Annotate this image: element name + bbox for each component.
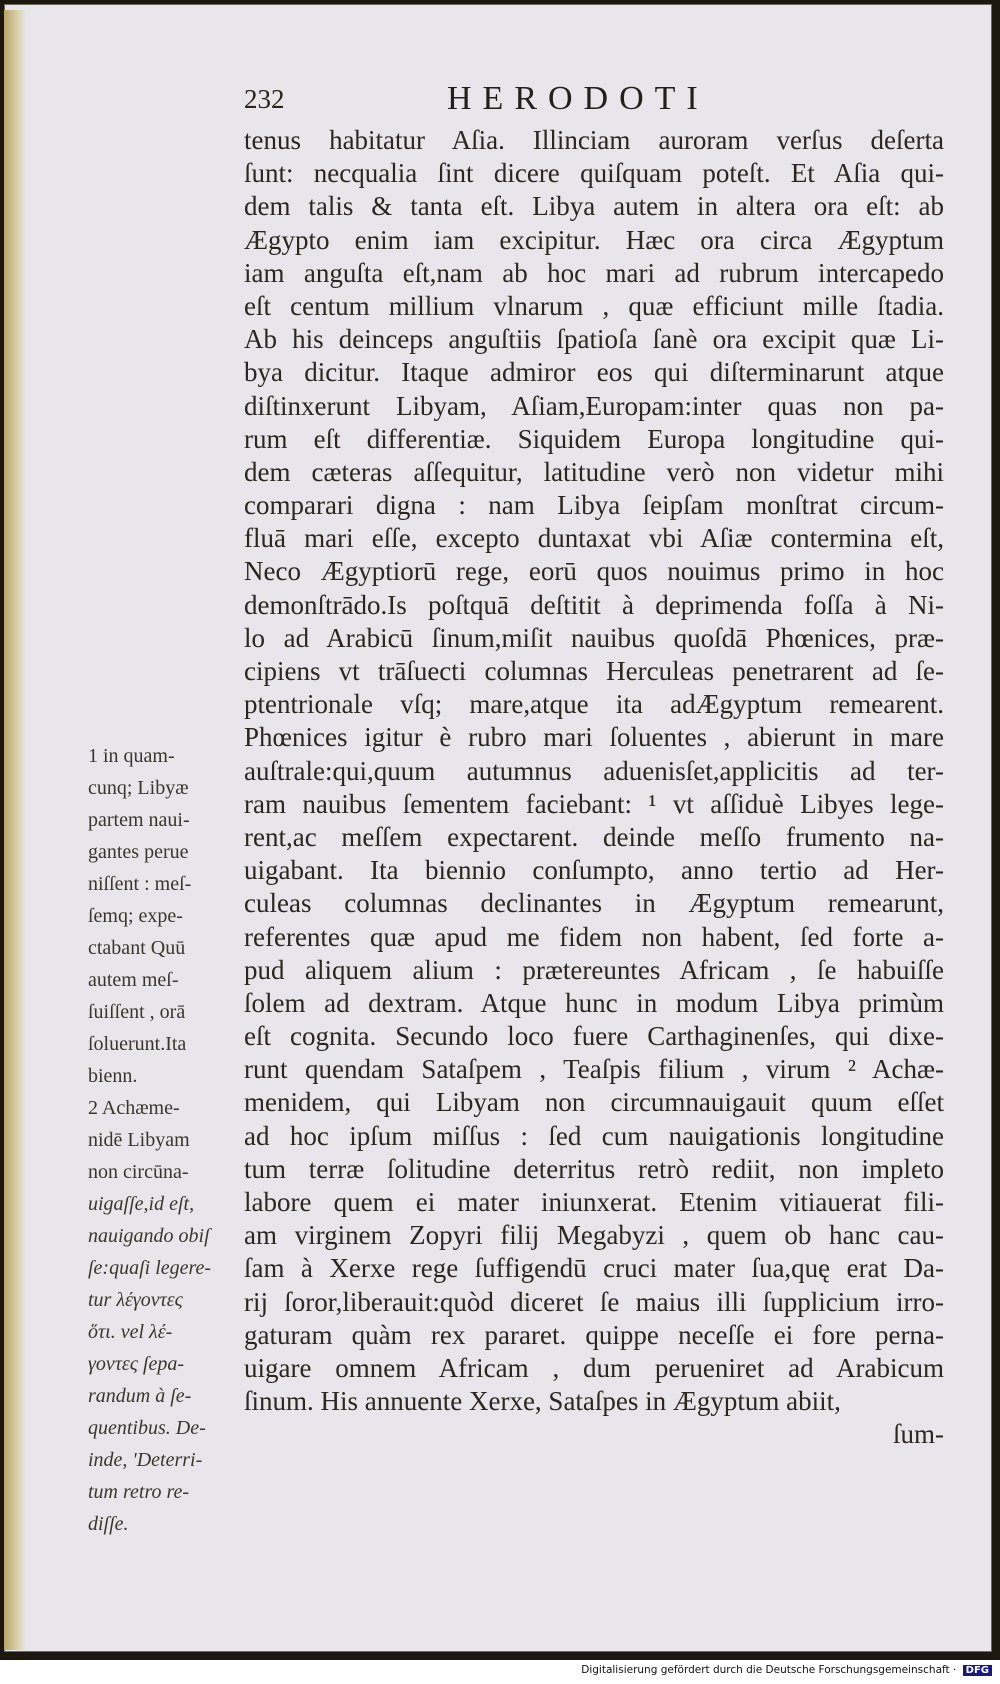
body-line: ptentrionale vſq; mare,atque ita adÆgyptum remearent. [244,689,944,720]
margin-note-line: quentibus. De- [88,1417,206,1439]
margin-note-line: nauigando obiſ [88,1225,210,1247]
body-line: auſtrale:qui,quum autumnus aduenisſet,applicitis ad ter- [244,755,944,786]
body-line: culeas columnas declinantes in Ægyptum remearunt, [244,888,944,919]
margin-note-line: bienn. [88,1065,138,1087]
body-line: runt quendam Sataſpem , Teaſpis filium , virum ² Achæ- [244,1054,944,1085]
running-head: HERODOTI [447,80,709,117]
page-edge [4,10,26,1650]
margin-note-line: non circūna- [88,1161,189,1183]
body-line: am virginem Zopyri filij Megabyzi , quem ob hanc cau- [244,1220,944,1251]
body-line: Ægypto enim iam excipitur. Hæc ora circa Ægyptum [244,224,944,255]
body-line: uigare omnem Africam , dum perueniret ad Arabicum [244,1352,944,1383]
body-line: uigabant. Ita biennio conſumpto, anno tertio ad Her- [244,855,944,886]
body-line: fluā mari eſſe, excepto duntaxat vbi Aſiæ contermina eſt, [244,523,944,554]
body-line: eſt centum millium vlnarum , quæ efficiunt mille ſtadia. [244,290,944,321]
margin-note-line: ὅτι. vel λέ- [88,1321,173,1343]
body-line: Phœnices igitur è rubro mari ſoluentes , abierunt in mare [244,722,944,753]
page-number: 232 [244,84,285,114]
catchword: ſum- [893,1419,944,1450]
margin-note-line: diſſe. [88,1513,129,1535]
body-line: ram nauibus ſementem faciebant: ¹ vt aſſiduè Libyes lege- [244,788,944,819]
body-line: ſolem ad dextram. Atque hunc in modum Libya primùm [244,987,944,1018]
body-line: ſinum. His annuente Xerxe, Sataſpes in Ægyptum abiit, [244,1386,841,1417]
footer-text: Digitalisierung gefördert durch die Deutsche Forschungsgemeinschaft · [581,1664,957,1676]
margin-note-line: ctabant Quū [88,937,186,959]
body-line: cipiens vt trāſuecti columnas Herculeas penetrarent ad ſe- [244,656,944,686]
margin-note-line: partem naui- [88,809,190,831]
body-line: tenus habitatur Aſia. Illinciam auroram verſus deſerta [244,125,944,155]
body-line: iam anguſta eſt,nam ab hoc mari ad rubrum intercapedo [244,257,944,288]
body-line: menidem, qui Libyam non circumnauigauit quum eſſet [244,1087,944,1118]
body-line: eſt cognita. Secundo loco fuere Carthaginenſes, qui dixe- [244,1021,944,1052]
body-line: rij ſoror,liberauit:quòd diceret ſe maius illi ſupplicium irro- [244,1286,944,1317]
dfg-logo: DFG [963,1665,992,1676]
margin-note-line: 1 in quam- [88,745,175,767]
margin-note-line: gantes perue [88,841,189,863]
margin-note-line: nidē Libyam [88,1129,190,1151]
margin-note-line: uigaſſe,id eſt, [88,1193,195,1215]
margin-note-line: niſſent : meſ- [88,873,192,895]
margin-note-line: randum à ſe- [88,1385,192,1407]
body-line: ſam à Xerxe rege ſuffigendū cruci mater ſua,quę erat Da- [244,1253,944,1284]
margin-note-line: cunq; Libyæ [88,777,189,799]
body-line: Neco Ægyptiorū rege, eorū quos nouimus primo in hoc [244,556,944,587]
body-line: ad hoc ipſum miſſus : ſed cum nauigationis longitudine [244,1120,944,1151]
margin-note-line: ſemq; expe- [88,905,183,927]
body-line: Ab his deinceps anguſtiis ſpatioſa ſanè ora excipit quæ Li- [244,324,944,355]
body-line: lo ad Arabicū ſinum,miſit nauibus quoſdā Phœnices, præ- [244,622,944,653]
body-line: comparari digna : nam Libya ſeipſam monſtrat circum- [244,490,944,521]
body-line: rum eſt differentiæ. Siquidem Europa longitudine qui- [244,423,944,454]
margin-note-line: 2 Achæme- [88,1097,180,1119]
body-line: bya dicitur. Itaque admiror eos qui diſterminarunt atque [244,357,944,388]
footer [581,1664,992,1676]
body-line: ſunt: necqualia ſint dicere quiſquam poteſt. Et Aſia qui- [244,158,944,189]
body-line: gaturam quàm rex pararet. quippe neceſſe ei fore perna- [244,1319,944,1350]
body-text [244,124,944,1452]
margin-note-line: inde, 'Deterri- [88,1449,203,1471]
body-line: pud aliquem alium : prætereuntes Africam , ſe habuiſſe [244,954,944,985]
body-line: dem cæteras aſſequitur, latitudine verò non videtur mihi [244,456,944,487]
body-line: tum terræ ſolitudine deterritus retrò rediit, non impleto [244,1153,944,1184]
margin-note-line: tum retro re- [88,1481,190,1503]
body-line: labore quem ei mater iniunxerat. Etenim vitiauerat fili- [244,1187,944,1217]
margin-note-line: autem meſ- [88,969,179,991]
body-line: diſtinxerunt Libyam, Aſiam,Europam:inter quas non pa- [244,390,944,421]
margin-note-line: γοντες ſepa- [88,1353,185,1375]
margin-notes [88,740,238,1540]
margin-note-line: ſe:quaſi legere- [88,1257,212,1279]
body-line: referentes quæ apud me fidem non habent, ſed forte a- [244,921,944,952]
margin-note-line: tur λέγοντες [88,1289,183,1311]
body-line: demonſtrādo.Is poſtquā deſtitit à deprimenda foſſa à Ni- [244,589,944,620]
margin-note-line: ſoluerunt.Ita [88,1033,187,1055]
body-line: dem talis & tanta eſt. Libya autem in altera ora eſt: ab [244,191,944,222]
body-line: rent,ac meſſem expectarent. deinde meſſo frumento na- [244,821,944,852]
margin-note-line: ſuiſſent , orā [88,1001,186,1023]
